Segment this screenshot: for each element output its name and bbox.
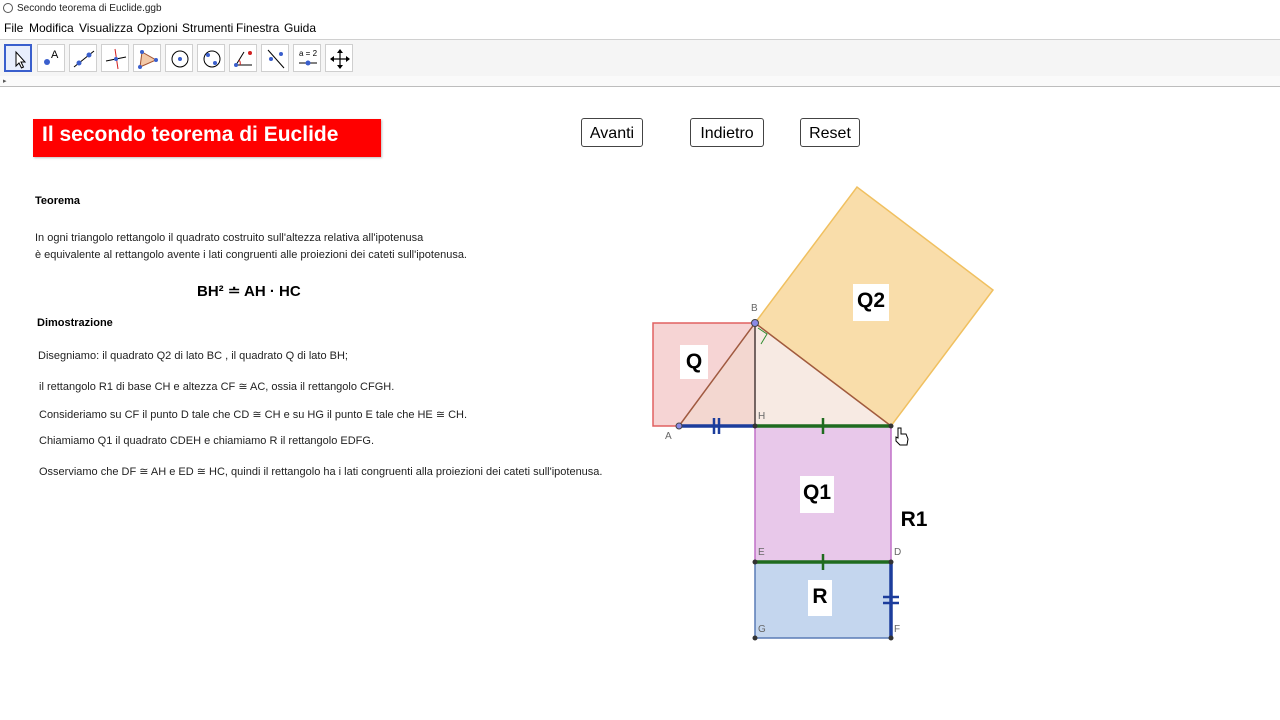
- menu-visualizza[interactable]: Visualizza: [79, 21, 133, 35]
- point-label-b: B: [751, 303, 758, 314]
- hand-cursor-icon: [896, 428, 908, 445]
- proof-step-3: Consideriamo su CF il punto D tale che CD ≅ CH e su HG il punto E tale che HE ≅ CH.: [39, 409, 468, 421]
- menu-modifica[interactable]: Modifica: [29, 21, 74, 35]
- point-e[interactable]: [753, 560, 758, 565]
- back-button[interactable]: Indietro: [690, 118, 764, 147]
- menu-file[interactable]: File: [4, 21, 24, 35]
- menu-guida[interactable]: Guida: [284, 21, 317, 35]
- label-q2: Q2: [853, 284, 889, 321]
- theorem-statement-line-2: è equivalente al rettangolo avente i lati congruenti alle proiezioni dei cateti sull'ipotenusa.: [35, 249, 467, 261]
- expand-arrow-icon[interactable]: ▸: [3, 78, 7, 85]
- point-a[interactable]: [676, 423, 682, 429]
- proof-step-1: Disegniamo: il quadrato Q2 di lato BC , il quadrato Q di lato BH;: [38, 350, 348, 362]
- point-label-h: H: [758, 411, 766, 422]
- svg-text:A: A: [51, 49, 59, 61]
- theorem-heading: Teorema: [35, 195, 81, 207]
- point-label-a: A: [665, 431, 672, 442]
- theorem-statement-line-1: In ogni triangolo rettangolo il quadrato costruito sull'altezza relativa all'ipotenusa: [35, 232, 424, 244]
- label-q: Q: [680, 345, 708, 379]
- menu-strumenti[interactable]: Strumenti: [182, 21, 234, 35]
- point-d[interactable]: [889, 560, 894, 565]
- proof-step-2: il rettangolo R1 di base CH e altezza CF ≅ AC, ossia il rettangolo CFGH.: [39, 381, 395, 393]
- point-f[interactable]: [889, 636, 894, 641]
- proof-heading: Dimostrazione: [37, 317, 113, 329]
- point-label-g: G: [758, 624, 766, 635]
- next-button[interactable]: Avanti: [581, 118, 643, 147]
- window-title: Secondo teorema di Euclide.ggb: [17, 3, 162, 14]
- proof-step-5: Osserviamo che DF ≅ AH e ED ≅ HC, quindi il rettangolo ha i lati congruenti alla proiezioni dei cateti sull'ipotenusa.: [39, 466, 603, 478]
- label-r: R: [808, 580, 832, 616]
- point-h[interactable]: [753, 424, 758, 429]
- slider-tool-label: a = 2: [299, 49, 318, 58]
- point-g[interactable]: [753, 636, 758, 641]
- label-r1: R1: [900, 508, 928, 531]
- theorem-formula: BH² ≐ AH · HC: [197, 283, 301, 300]
- menu-finestra[interactable]: Finestra: [236, 21, 280, 35]
- page-title: Il secondo teorema di Euclide: [33, 119, 381, 157]
- point-b[interactable]: [752, 320, 759, 327]
- proof-step-4: Chiamiamo Q1 il quadrato CDEH e chiamiamo R il rettangolo EDFG.: [39, 435, 375, 447]
- menu-opzioni[interactable]: Opzioni: [137, 21, 178, 35]
- point-label-e: E: [758, 547, 765, 558]
- point-label-d: D: [894, 547, 902, 558]
- point-label-f: F: [894, 624, 901, 635]
- point-c[interactable]: [889, 424, 894, 429]
- label-q1: Q1: [800, 476, 834, 513]
- reset-button[interactable]: Reset: [800, 118, 860, 147]
